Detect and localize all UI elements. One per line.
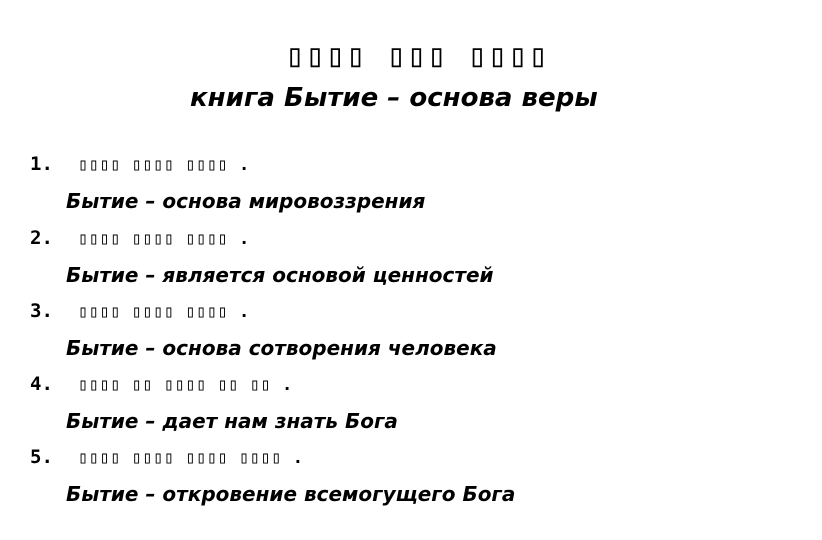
list-item-number: 3.: [30, 300, 53, 322]
list-item-unrendered-text: ▯▯▯▯ ▯▯▯▯ ▯▯▯▯ .: [78, 229, 250, 249]
list-item-number: 4.: [30, 373, 53, 395]
title-russian: книга Бытие – основа веры: [190, 83, 598, 113]
list-item-number: 2.: [30, 227, 53, 249]
list-item-unrendered-text: ▯▯▯▯ ▯▯ ▯▯▯▯ ▯▯ ▯▯ .: [78, 375, 293, 395]
list-item-unrendered-text: ▯▯▯▯ ▯▯▯▯ ▯▯▯▯ ▯▯▯▯ .: [78, 448, 304, 468]
list-item-unrendered-text: ▯▯▯▯ ▯▯▯▯ ▯▯▯▯ .: [78, 155, 250, 175]
list-item-unrendered-text: ▯▯▯▯ ▯▯▯▯ ▯▯▯▯ .: [78, 302, 250, 322]
list-item-russian: Бытие – является основой ценностей: [66, 263, 494, 287]
title-unrendered-text: ▯▯▯▯ ▯▯▯ ▯▯▯▯: [285, 36, 549, 74]
list-item-number: 5.: [30, 446, 53, 468]
list-item-russian: Бытие – дает нам знать Бога: [66, 409, 398, 433]
list-item-russian: Бытие – откровение всемогущего Бога: [66, 482, 516, 506]
list-item-russian: Бытие – основа сотворения человека: [66, 336, 497, 360]
list-item-number: 1.: [30, 153, 53, 175]
list-item-russian: Бытие – основа мировоззрения: [66, 189, 426, 213]
